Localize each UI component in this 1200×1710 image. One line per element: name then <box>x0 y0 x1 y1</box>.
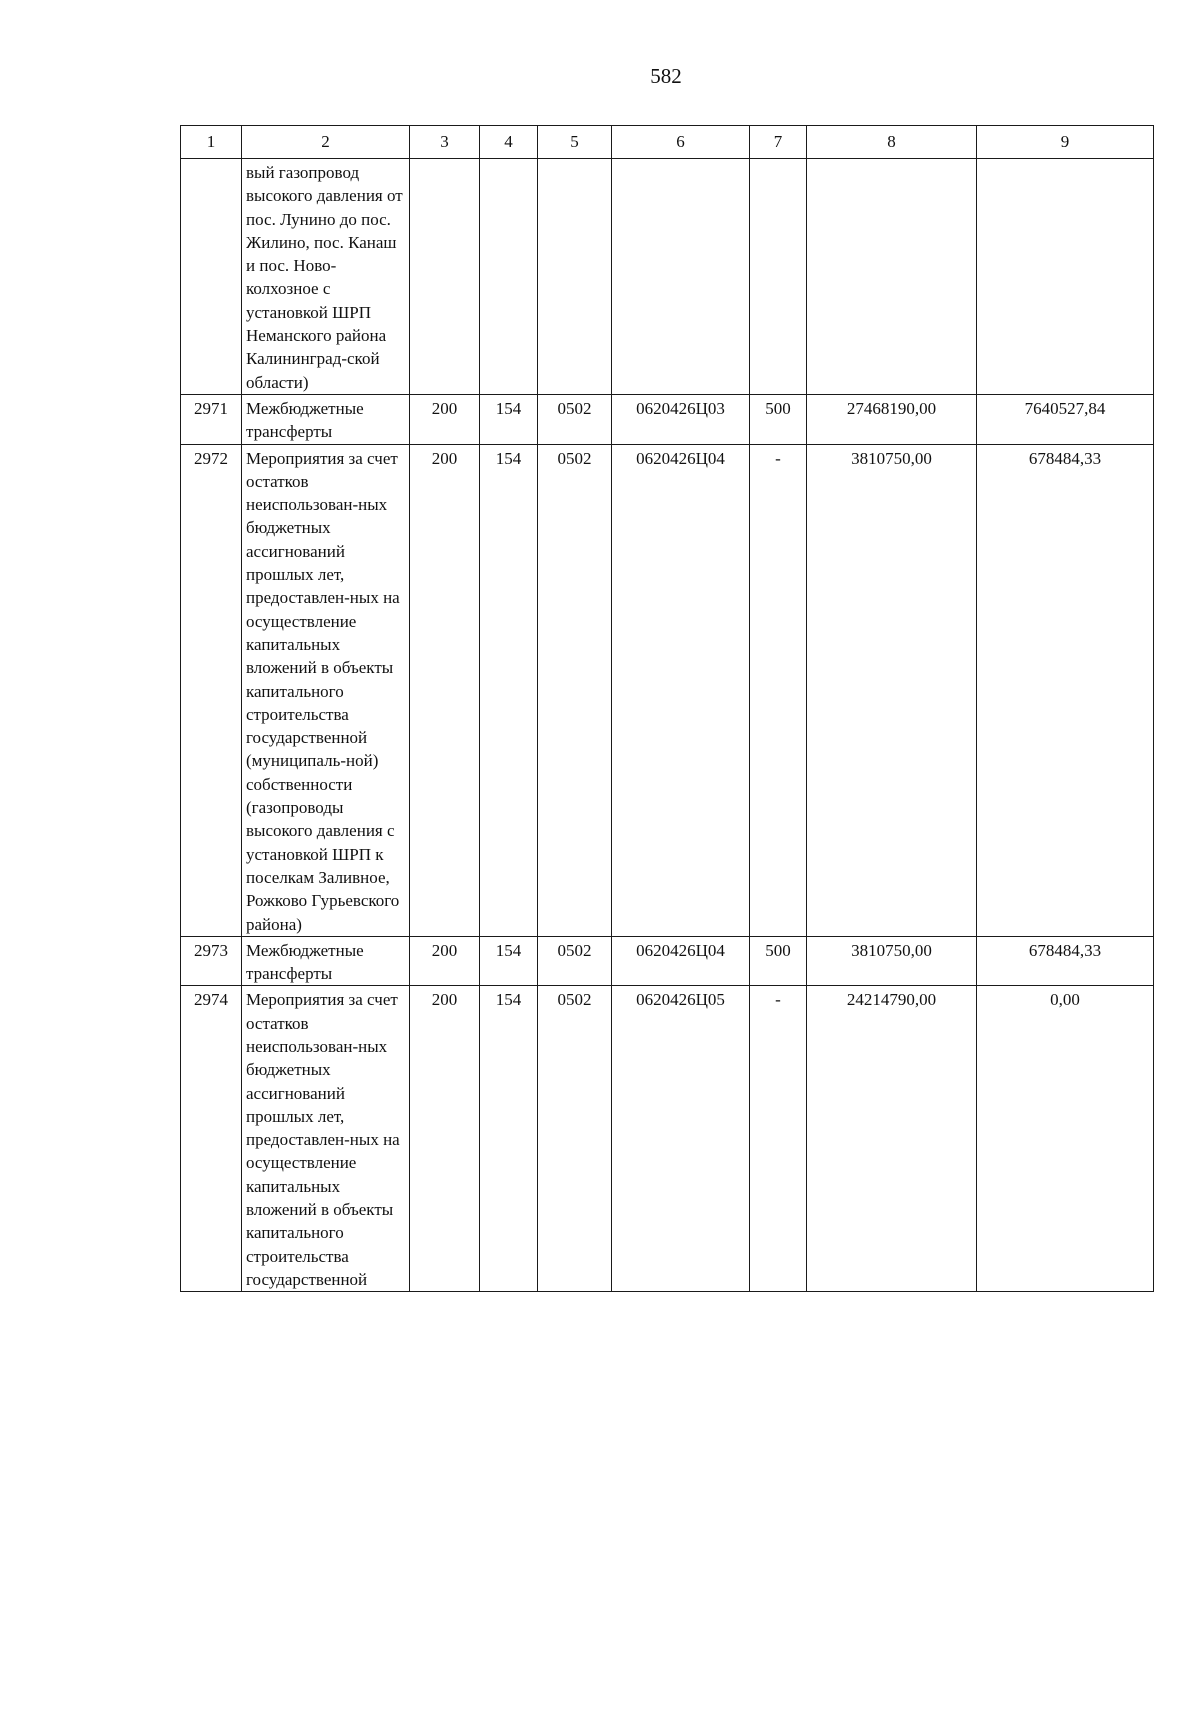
row-col-6: 0620426Ц05 <box>612 986 750 1292</box>
row-col-3: 200 <box>410 444 480 936</box>
header-col-3: 3 <box>410 126 480 159</box>
row-number <box>181 159 242 395</box>
row-col-5: 0502 <box>538 986 612 1292</box>
row-name: вый газопровод высокого давления от пос. Лунино до пос. Жилино, пос. Канаш и пос. Ново-колхозное с установкой ШРП Неманского района Калининград-ской области) <box>242 159 410 395</box>
row-col-5: 0502 <box>538 936 612 986</box>
row-col-4: 154 <box>480 394 538 444</box>
row-number: 2974 <box>181 986 242 1292</box>
row-name: Мероприятия за счет остатков неиспользован-ных бюджетных ассигнований прошлых лет, предоставлен-ных на осуществление капитальных вложений в объекты капитального строительства государственной (муниципаль-ной) собственности (газопроводы высокого давления с установкой ШРП к поселкам Заливное, Рожково Гурьевского района) <box>242 444 410 936</box>
table-row <box>181 936 1154 986</box>
header-col-7: 7 <box>750 126 807 159</box>
header-col-2: 2 <box>242 126 410 159</box>
row-col-5: 0502 <box>538 444 612 936</box>
header-col-9: 9 <box>977 126 1154 159</box>
row-col-9: 0,00 <box>977 986 1154 1292</box>
row-col-8: 24214790,00 <box>807 986 977 1292</box>
row-col-5: 0502 <box>538 394 612 444</box>
table-row <box>181 159 1154 395</box>
row-col-3: 200 <box>410 394 480 444</box>
row-name: Межбюджетные трансферты <box>242 936 410 986</box>
row-col-6: 0620426Ц03 <box>612 394 750 444</box>
row-col-4 <box>480 159 538 395</box>
row-col-9: 678484,33 <box>977 936 1154 986</box>
row-col-8: 3810750,00 <box>807 444 977 936</box>
header-col-1: 1 <box>181 126 242 159</box>
row-col-3: 200 <box>410 986 480 1292</box>
row-name: Межбюджетные трансферты <box>242 394 410 444</box>
row-col-5 <box>538 159 612 395</box>
budget-table <box>180 125 1154 1292</box>
row-col-4: 154 <box>480 936 538 986</box>
header-col-8: 8 <box>807 126 977 159</box>
table-row <box>181 444 1154 936</box>
page-number: 582 <box>650 64 682 88</box>
row-col-7: - <box>750 986 807 1292</box>
row-col-3: 200 <box>410 936 480 986</box>
row-col-4: 154 <box>480 444 538 936</box>
row-col-9: 7640527,84 <box>977 394 1154 444</box>
header-col-5: 5 <box>538 126 612 159</box>
row-col-7: 500 <box>750 936 807 986</box>
header-col-6: 6 <box>612 126 750 159</box>
row-number: 2971 <box>181 394 242 444</box>
row-col-3 <box>410 159 480 395</box>
row-number: 2973 <box>181 936 242 986</box>
row-col-7: 500 <box>750 394 807 444</box>
table-row <box>181 986 1154 1292</box>
row-col-6: 0620426Ц04 <box>612 444 750 936</box>
row-col-8 <box>807 159 977 395</box>
row-name: Мероприятия за счет остатков неиспользован-ных бюджетных ассигнований прошлых лет, предоставлен-ных на осуществление капитальных вложений в объекты капитального строительства государственной <box>242 986 410 1292</box>
row-col-7: - <box>750 444 807 936</box>
header-col-4: 4 <box>480 126 538 159</box>
row-col-8: 3810750,00 <box>807 936 977 986</box>
row-col-7 <box>750 159 807 395</box>
row-col-9 <box>977 159 1154 395</box>
row-col-4: 154 <box>480 986 538 1292</box>
header-row <box>181 126 1154 159</box>
row-col-8: 27468190,00 <box>807 394 977 444</box>
row-col-6 <box>612 159 750 395</box>
row-number: 2972 <box>181 444 242 936</box>
table-row <box>181 394 1154 444</box>
row-col-6: 0620426Ц04 <box>612 936 750 986</box>
row-col-9: 678484,33 <box>977 444 1154 936</box>
